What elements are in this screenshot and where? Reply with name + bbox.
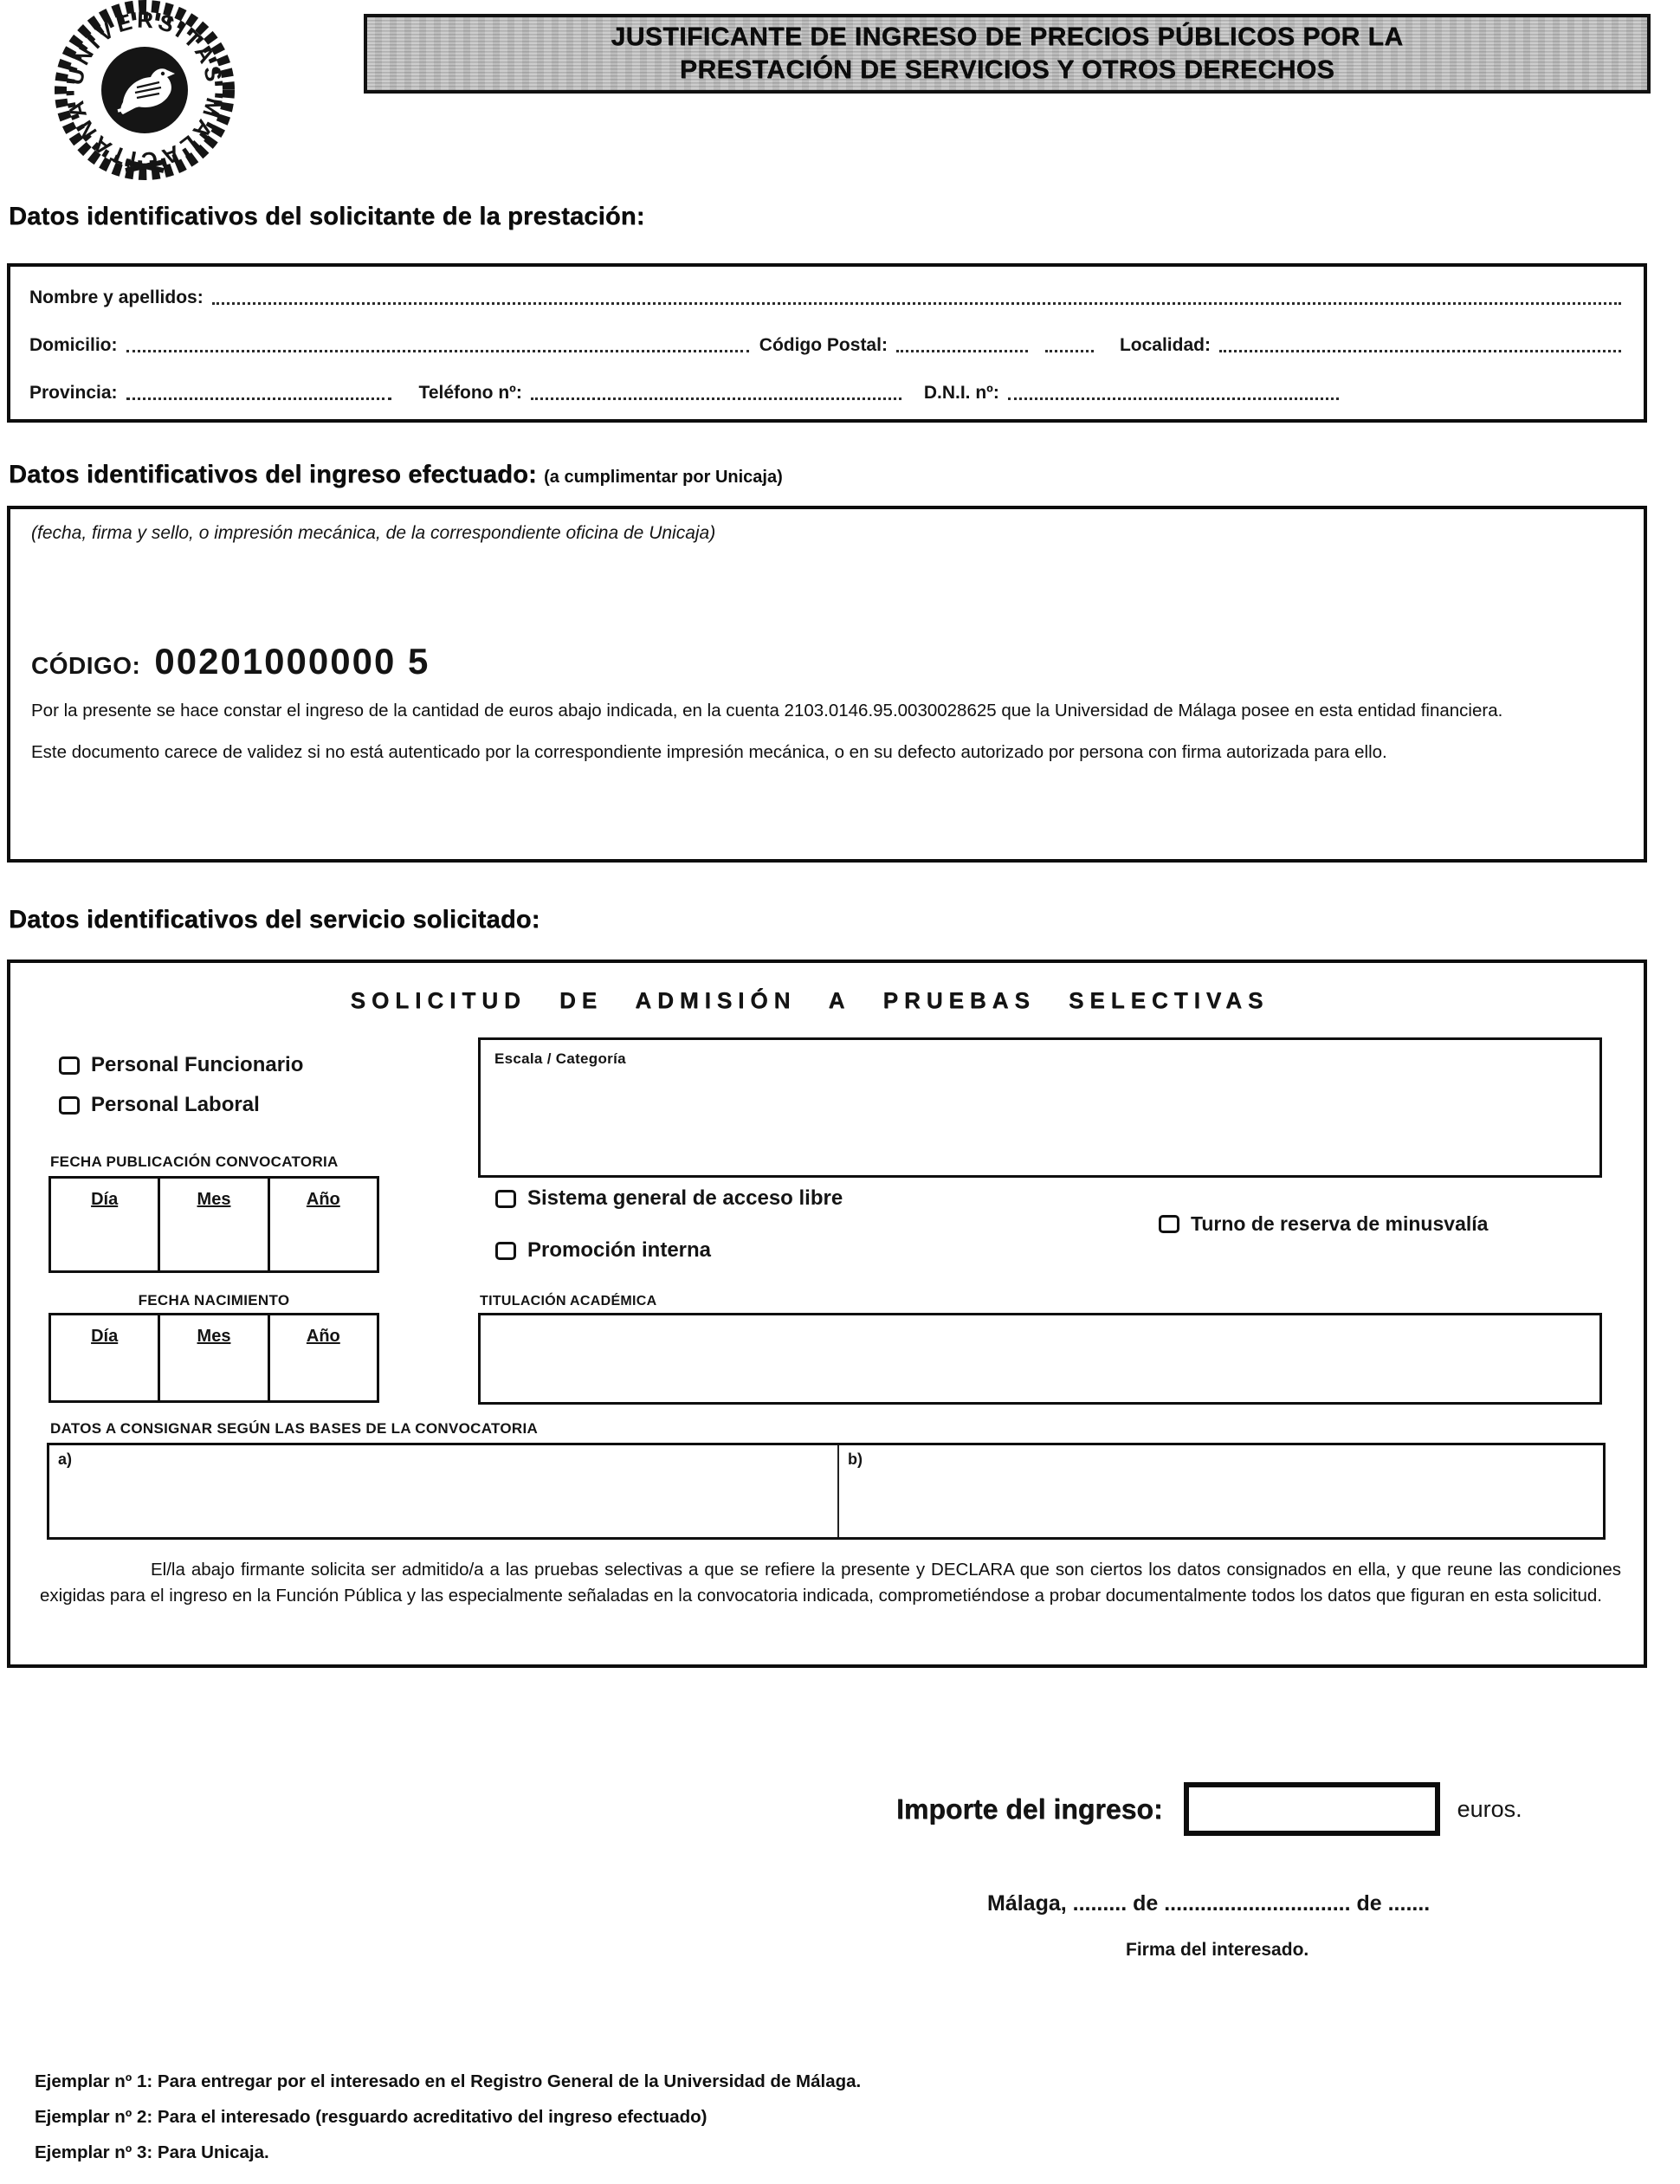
sistema-general-checkbox-row[interactable]	[495, 1186, 843, 1211]
fecha-nacimiento-ano-cell[interactable]	[270, 1315, 377, 1400]
sistema-general-checkbox[interactable]	[495, 1190, 516, 1208]
dni-input-line[interactable]	[1008, 386, 1339, 400]
fecha-publicacion-table	[48, 1176, 379, 1273]
datos-consignar-label: DATOS A CONSIGNAR SEGÚN LAS BASES DE LA CONVOCATORIA	[50, 1420, 539, 1437]
fecha-publicacion-label: FECHA PUBLICACIÓN CONVOCATORIA	[50, 1153, 339, 1170]
cell-b-label: b)	[848, 1451, 863, 1468]
nombre-input-line[interactable]	[212, 291, 1621, 305]
codigo-postal-label: Código Postal:	[759, 335, 888, 355]
codigo-value: 00201000000 5	[154, 641, 430, 682]
ejemplar-2-line: Ejemplar nº 2: Para el interesado (resguardo acreditativo del ingreso efectuado)	[35, 2107, 708, 2127]
telefono-label: Teléfono nº:	[418, 383, 522, 403]
section-ingreso-heading	[9, 461, 783, 489]
nombre-row	[29, 288, 1625, 310]
localidad-label: Localidad:	[1119, 335, 1211, 355]
fecha-nacimiento-table	[48, 1313, 379, 1403]
section-servicio-heading: Datos identificativos del servicio solicitado:	[9, 906, 540, 934]
turno-reserva-label: Turno de reserva de minusvalía	[1191, 1212, 1489, 1235]
datos-consignar-cell-b[interactable]	[839, 1445, 1603, 1537]
localidad-input-line[interactable]	[1219, 339, 1621, 352]
seal-text-bottom: MALACITANA	[61, 94, 228, 174]
provincia-input-line[interactable]	[126, 386, 391, 400]
nombre-label: Nombre y apellidos:	[29, 288, 204, 307]
codigo-postal-input-line2[interactable]	[1045, 339, 1094, 352]
codigo-postal-input-line[interactable]	[896, 339, 1028, 352]
stamp-note: (fecha, firma y sello, o impresión mecánica, de la correspondiente oficina de Unicaja)	[31, 523, 716, 543]
fecha-nacimiento-dia-cell[interactable]	[51, 1315, 160, 1400]
promocion-interna-label: Promoción interna	[527, 1238, 712, 1262]
promocion-interna-checkbox-row[interactable]	[495, 1238, 711, 1263]
fecha-nacimiento-label: FECHA NACIMIENTO	[138, 1292, 290, 1308]
sistema-general-label: Sistema general de acceso libre	[527, 1186, 843, 1210]
form-title-line2: PRESTACIÓN DE SERVICIOS Y OTROS DERECHOS	[679, 55, 1335, 84]
fecha-publicacion-ano-cell[interactable]	[270, 1179, 377, 1270]
fecha-publicacion-mes-cell[interactable]	[160, 1179, 269, 1270]
ingreso-heading-text: Datos identificativos del ingreso efectuado:	[9, 461, 537, 488]
codigo-row	[31, 641, 1623, 682]
codigo-label: CÓDIGO:	[31, 652, 141, 679]
dni-label: D.N.I. nº:	[923, 383, 999, 403]
titulacion-label: TITULACIÓN ACADÉMICA	[480, 1294, 657, 1308]
domicilio-input-line[interactable]	[126, 339, 749, 352]
ingreso-heading-note: (a cumplimentar por Unicaja)	[544, 468, 783, 487]
ingreso-paragraph-1: Por la presente se hace constar el ingreso de la cantidad de euros abajo indicada, en la cuenta 2103.0146.95.0030028625 que la Universidad de Málaga posee en esta entidad financiera.	[31, 701, 1503, 720]
form-title-line1: JUSTIFICANTE DE INGRESO DE PRECIOS PÚBLICOS POR LA	[611, 23, 1404, 51]
importe-label: Importe del ingreso:	[896, 1793, 1163, 1825]
personal-laboral-checkbox[interactable]	[59, 1096, 80, 1115]
dia-header: Día	[91, 1327, 119, 1346]
mes-header: Mes	[197, 1190, 231, 1209]
form-title-banner	[364, 14, 1651, 94]
personal-funcionario-checkbox[interactable]	[59, 1056, 80, 1075]
provincia-row	[29, 383, 1625, 405]
promocion-interna-checkbox[interactable]	[495, 1242, 516, 1260]
ejemplar-3-line: Ejemplar nº 3: Para Unicaja.	[35, 2142, 269, 2162]
personal-laboral-checkbox-row[interactable]	[59, 1093, 260, 1117]
date-line[interactable]: Málaga, ......... de ............................... de .......	[987, 1891, 1431, 1916]
personal-funcionario-label: Personal Funcionario	[91, 1053, 304, 1076]
servicio-box	[7, 960, 1647, 1668]
fecha-publicacion-dia-cell[interactable]	[51, 1179, 160, 1270]
ingreso-paragraph-2: Este documento carece de validez si no está autenticado por la correspondiente impresión mecánica, o en su defecto autorizado por persona con firma autorizada para ello.	[31, 742, 1387, 762]
solicitante-box	[7, 263, 1647, 423]
telefono-input-line[interactable]	[531, 386, 901, 400]
mes-header: Mes	[197, 1327, 231, 1346]
domicilio-label: Domicilio:	[29, 335, 118, 355]
declaration-paragraph: El/la abajo firmante solicita ser admitido/a a las pruebas selectivas a que se refiere la presente y DECLARA que son ciertos los datos consignados en ella, y que reune las condiciones exigidas para el ingreso en la Función Pública y las especialmente señaladas en la convocatoria indicada, comprometiéndose a probar documentalmente todos los datos que figuran en esta solicitud.	[40, 1560, 1621, 1606]
signature-label: Firma del interesado.	[1126, 1940, 1309, 1960]
ano-header: Año	[306, 1190, 340, 1209]
fecha-nacimiento-mes-cell[interactable]	[160, 1315, 269, 1400]
turno-reserva-checkbox[interactable]	[1159, 1215, 1179, 1233]
importe-unit-label: euros.	[1457, 1795, 1522, 1822]
domicilio-row	[29, 335, 1625, 358]
seal-text-top: UNIVERSITAS	[61, 6, 229, 87]
ejemplar-1-line: Ejemplar nº 1: Para entregar por el interesado en el Registro General de la Universidad de Málaga.	[35, 2071, 862, 2091]
importe-row	[896, 1782, 1522, 1836]
copies-footer	[35, 2071, 861, 2178]
datos-consignar-box	[47, 1443, 1606, 1540]
solicitud-title: SOLICITUD DE ADMISIÓN A PRUEBAS SELECTIVAS	[350, 987, 1270, 1013]
importe-input-box[interactable]	[1184, 1782, 1440, 1836]
provincia-label: Provincia:	[29, 383, 118, 403]
university-seal-icon	[24, 0, 265, 191]
personal-laboral-label: Personal Laboral	[91, 1093, 260, 1116]
dia-header: Día	[91, 1190, 119, 1209]
ano-header: Año	[306, 1327, 340, 1346]
personal-funcionario-checkbox-row[interactable]	[59, 1053, 303, 1077]
cell-a-label: a)	[58, 1451, 73, 1468]
titulacion-box[interactable]	[478, 1313, 1602, 1405]
section-solicitante-heading: Datos identificativos del solicitante de la prestación:	[9, 203, 645, 230]
university-seal-logo	[24, 0, 265, 191]
ingreso-box	[7, 506, 1647, 863]
escala-categoria-label: Escala / Categoría	[494, 1050, 626, 1067]
escala-categoria-box[interactable]	[478, 1037, 1602, 1178]
datos-consignar-cell-a[interactable]	[49, 1445, 839, 1537]
turno-reserva-checkbox-row[interactable]	[1159, 1212, 1488, 1236]
